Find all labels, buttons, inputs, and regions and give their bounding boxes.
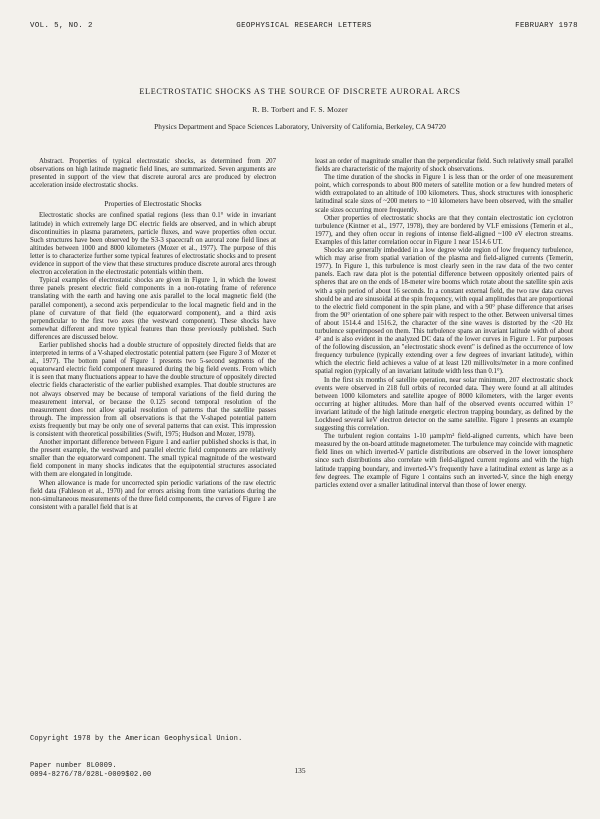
body-paragraph: least an order of magnitude smaller than the perpendicular field. Such relatively small parallel fields are characteristic of the majority of shock observations.	[315, 158, 573, 174]
body-paragraph: When allowance is made for uncorrected spin periodic variations of the raw electric field data (Fahleson et al., 1970) and for errors arising from time variations during the non-simultaneous measurements of the three field components, the curves of Figure 1 are consistent with a parallel field that is at	[30, 479, 276, 511]
body-paragraph: Another important difference between Figure 1 and earlier published shocks is that, in the present example, the westward and parallel electric field components are relatively smaller than the equatorward component. The small typical magnitude of the westward field component in many shocks indicates that the equipotential structures associated with them are elongated in longitude.	[30, 439, 276, 479]
journal-name: GEOPHYSICAL RESEARCH LETTERS	[236, 22, 372, 30]
abstract: Abstract. Properties of typical electrostatic shocks, as determined from 207 observations on high latitude magnetic field lines, are summarized. Seven arguments are presented in support of the view that discrete auroral arcs are produced by electron acceleration inside electrostatic shocks.	[30, 158, 276, 190]
paper-authors: R. B. Torbert and F. S. Mozer	[252, 105, 348, 114]
left-column	[30, 158, 276, 512]
body-paragraph: Shocks are generally imbedded in a low degree wide region of low frequency turbulence, which may arise from spatial variation of the plasma and field-aligned currents (Temerin, 1977). In Figure 1, this turbulence is most clearly seen in the raw data of the two center panels. Each raw data plot is the potential difference between oppositely oriented pairs of spheres that are on the ends of 18-meter wire booms which rotate about the satellite spin axis with a spin period of about 16 seconds. In a constant external field, the two raw data curves should be and are sinusoidal at the spin frequency, with equal amplitudes that are proportional to the electric field component in the spin plane, and with a 90° phase difference that arises from the 90° orientation of one sphere pair with respect to the other. Between universal times of about 1514.4 and 1516.2, the character of the sine waves is distorted by the <20 Hz turbulence superimposed on them. This turbulence spans an invariant latitude width of about 4° and is also evident in the analyzed DC data of the lower curves in Figure 1. For purposes of the following discussion, an "electrostatic shock event" is defined as the occurrence of low frequency turbulence (typically extending over a few degrees of invariant latitude), within which the electric field achieves a value of at least 120 millivolts/meter in a more confined spatial region (typically of an invariant latitude width less than 0.1°).	[315, 247, 573, 376]
copyright-notice: Copyright 1978 by the American Geophysical Union.	[30, 735, 243, 743]
volume-info: VOL. 5, NO. 2	[30, 22, 93, 30]
body-paragraph: In the first six months of satellite operation, near solar minimum, 207 electrostatic shock events were observed in 218 full orbits of recorded data. They were found at all altitudes between 1000 kilometers and satellite apogee of 8000 kilometers, with the larger events occurring at higher altitudes. More than half of the observed events occurred within 1° invariant latitude of the high latitude energetic electron trapping boundary, as defined by the Lockheed several keV electron detector on the same satellite. Figure 1 presents an example suggesting this correlation.	[315, 376, 573, 433]
paper-title: ELECTROSTATIC SHOCKS AS THE SOURCE OF DISCRETE AURORAL ARCS	[139, 87, 461, 96]
body-paragraph: The turbulent region contains 1-10 μamp/m² field-aligned currents, which have been measured by the on-board attitude magnetometer. The turbulence may coincide with magnetic field lines on which inverted-V particle distributions are observed in the lower ionosphere since such distributions also correlate with field-aligned current regions and with the high latitude trapping boundary, and inverted-V's frequently have a latitudinal extent as large as a few degrees. The example of Figure 1 contains such an inverted-V, since the high energy particles extend over a smaller latitudinal interval than those of lower energy.	[315, 433, 573, 489]
paper-number: Paper number 8L0009.	[30, 762, 117, 770]
body-paragraph: Electrostatic shocks are confined spatial regions (less than 0.1° wide in invariant latitude) in which extremely large DC electric fields are observed, and in which abrupt discontinuities in plasma parameters, particle fluxes, and wave properties often occur. Such structures have been observed by the S3-3 spacecraft on auroral zone field lines at altitudes between 1000 and 8000 kilometers (Mozer et al., 1977). The purpose of this letter is to characterize further some typical features of electrostatic shocks and to present evidence in support of the view that these structures produce discrete auroral arcs through electron acceleration in the electrostatic potentials within them.	[30, 212, 276, 277]
body-paragraph: The time duration of the shocks in Figure 1 is less than or the order of one measurement point, which corresponds to about 800 meters of satellite motion or a few hundred meters of width extrapolated to an altitude of 100 kilometers. Thus, shock structures with ionospheric latitudinal scale sizes of ~200 meters to ~10 kilometers have been observed, with the smaller scale sizes occurring more frequently.	[315, 174, 573, 214]
running-header	[30, 22, 578, 30]
section-heading: Properties of Electrostatic Shocks	[104, 200, 202, 209]
body-paragraph: Earlier published shocks had a double structure of oppositely directed fields that are interpreted in terms of a V-shaped electrostatic potential pattern (see Figure 3 of Mozer et al., 1977). The bottom panel of Figure 1 presents two 5-second segments of the equatorward electric field component measured during the big field events. From which it is seen that many fluctuations appear to have the double structure of oppositely directed electric fields characteristic of the earlier published examples. That double structures are not always observed may be because of temporal variations of the field during the measurement interval, or because the 0.125 second temporal resolution of the measurement does not allow spatial resolution of patterns that the satellite passes through. The impression from all observations is that the V-shaped potential pattern exists frequently but may be only one of several patterns that can exist. This impression is consistent with theoretical possibilities (Swift, 1975; Hudson and Mozer, 1978).	[30, 341, 276, 438]
body-paragraph: Other properties of electrostatic shocks are that they contain electrostatic ion cyclotron turbulence (Kintner et al., 1977, 1978), they are bordered by VLF emissions (Temerin et al., 1977), and they often occur in regions of intense field-aligned ~100 eV electron streams. Examples of this latter correlation occur in Figure 1 near 1514.6 UT.	[315, 214, 573, 246]
body-paragraph: Typical examples of electrostatic shocks are given in Figure 1, in which the lowest three panels present electric field components in a non-rotating frame of reference translating with the earth and having one axis parallel to the local magnetic field (the parallel component), a second axis perpendicular to the local magnetic field and in the plane of curvature of that field (the equatorward component), and a third axis perpendicular to the first two axes (the westward component). These shocks have somewhat different and more typical features than those previously published. Such differences are discussed below.	[30, 277, 276, 341]
page-number: 135	[294, 766, 306, 775]
issn-code: 0094-8276/78/028L-0009$02.00	[30, 771, 152, 779]
author-affiliation: Physics Department and Space Sciences Laboratory, University of California, Berkeley, CA 94720	[154, 122, 446, 131]
issue-date: FEBRUARY 1978	[515, 22, 578, 30]
right-column	[315, 158, 573, 490]
